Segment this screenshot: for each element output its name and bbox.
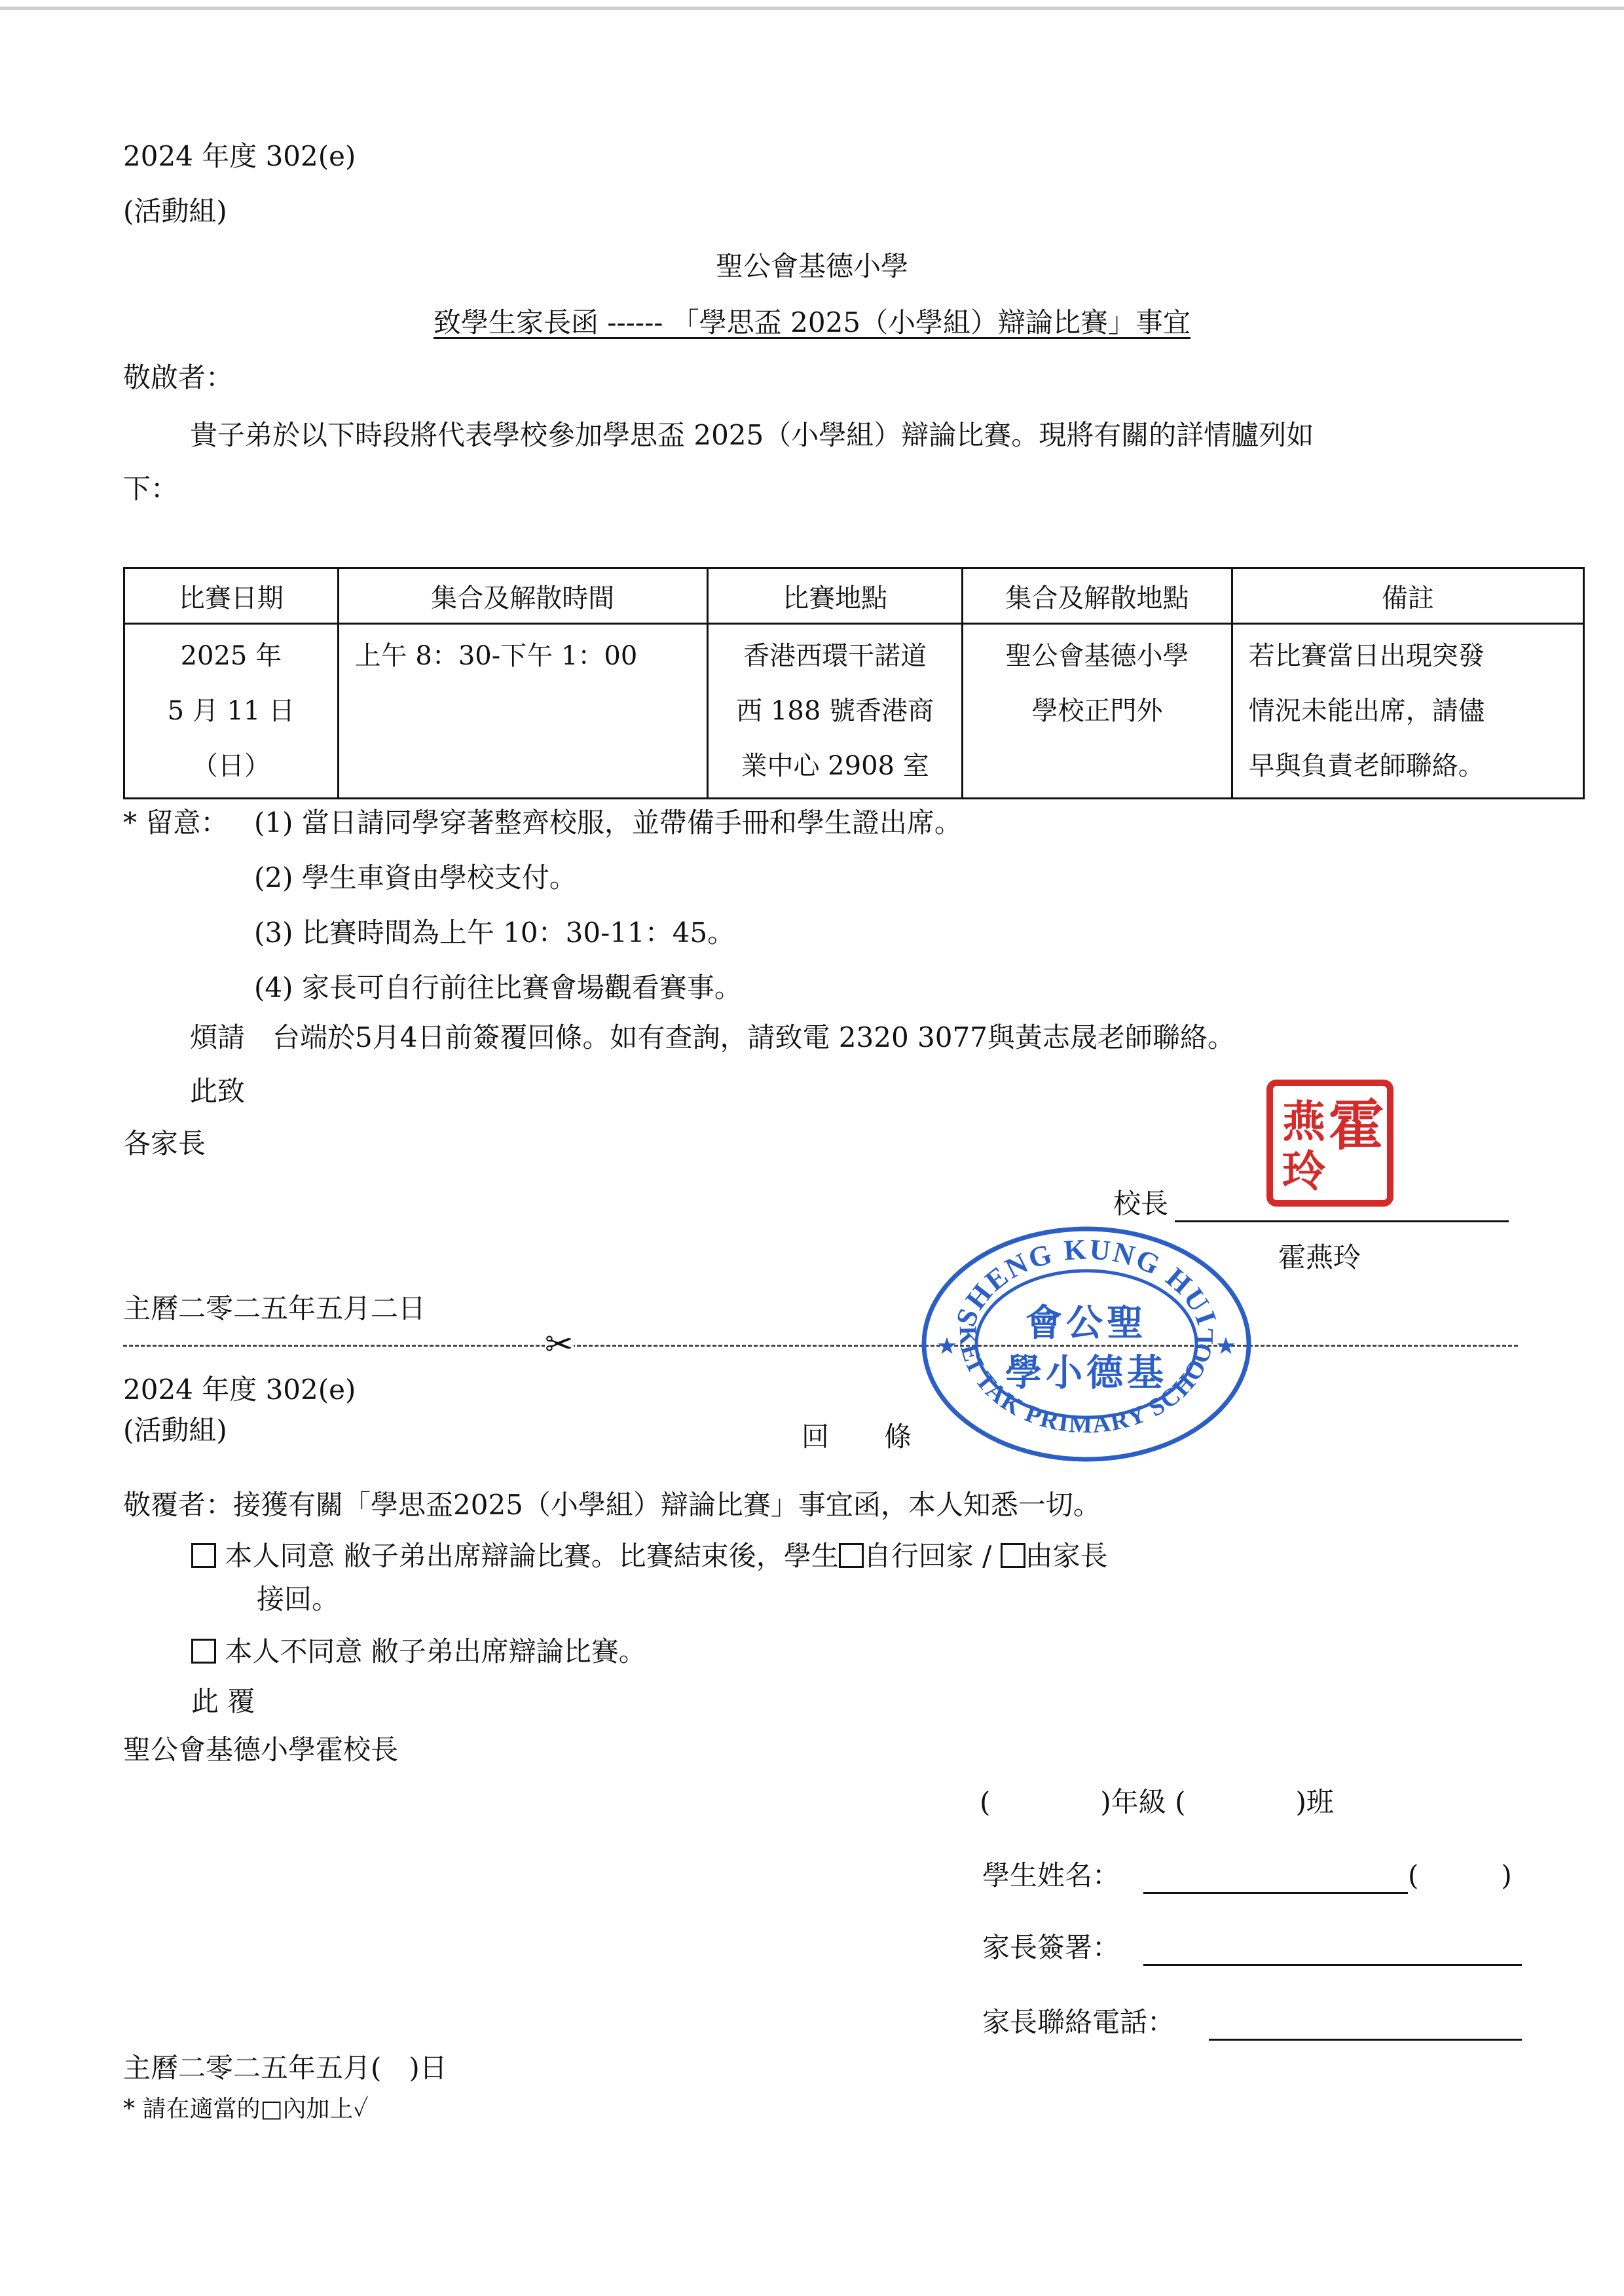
student-number-field[interactable]: ( ) — [1408, 1859, 1512, 1891]
assembly-line: 聖公會基德小學 — [1005, 641, 1189, 671]
cell-remarks — [1232, 624, 1583, 799]
cell-date — [124, 624, 339, 799]
reply-request: 煩請 台端於5月4日前簽覆回條。如有查詢，請致電 2320 3077與黃志晟老師聯絡。 — [190, 1021, 1235, 1053]
reply-closing: 此 覆 — [191, 1685, 255, 1717]
option-agree — [191, 1540, 1108, 1573]
self-return-label: 自行回家 / — [863, 1540, 992, 1572]
letter-title — [0, 306, 1624, 339]
header-assembly: 集合及解散地點 — [963, 568, 1232, 624]
scan-edge — [0, 7, 1624, 10]
time-text: 上午 8：30-下午 1：00 — [354, 641, 638, 671]
option-agree-text: 本人同意 敝子弟出席辯論比賽。比賽結束後，學生 — [225, 1540, 839, 1572]
seal-chinese-top: 會公聖 — [1025, 1302, 1147, 1345]
self-return-checkbox[interactable] — [839, 1543, 864, 1568]
chop-char: 燕 — [1282, 1096, 1325, 1147]
venue-line: 香港西環干諾道 — [743, 641, 927, 671]
date-line: （日） — [191, 751, 270, 781]
principal-signature-line — [1175, 1220, 1509, 1222]
reply-reference-number: 2024 年度 302(e) — [123, 1374, 356, 1406]
option-disagree — [191, 1635, 646, 1668]
cell-venue — [707, 624, 963, 799]
seal-chinese-bottom: 學小德基 — [1005, 1351, 1168, 1394]
salutation: 敬啟者： — [123, 361, 234, 393]
student-name-label: 學生姓名： — [982, 1859, 1120, 1891]
cell-assembly — [963, 624, 1232, 799]
letter-date: 主曆二零二五年五月二日 — [123, 1292, 426, 1324]
agree-checkbox[interactable] — [191, 1543, 216, 1568]
table-header-row — [124, 568, 1584, 624]
seal-star-icon: ★ — [1215, 1333, 1237, 1360]
venue-line: 西 188 號香港商 — [736, 696, 934, 726]
principal-chop-seal — [1266, 1079, 1394, 1207]
parent-pickup-checkbox[interactable] — [1001, 1543, 1025, 1568]
remarks-line: 早與負責老師聯絡。 — [1248, 751, 1485, 781]
parent-pickup-label: 由家長 — [1025, 1540, 1108, 1572]
cell-time — [338, 624, 707, 799]
recipient: 各家長 — [123, 1127, 206, 1159]
chop-char: 玲 — [1282, 1146, 1325, 1197]
parent-phone-field[interactable] — [1209, 2039, 1522, 2041]
header-date: 比賽日期 — [124, 568, 339, 624]
disagree-checkbox[interactable] — [191, 1639, 216, 1664]
reference-number: 2024 年度 302(e) — [123, 140, 356, 172]
closing-phrase: 此致 — [190, 1075, 246, 1107]
footnote: * 請在適當的□內加上✓ — [123, 2096, 369, 2123]
assembly-line: 學校正門外 — [1031, 696, 1163, 726]
note-item: (1) 當日請同學穿著整齊校服，並帶備手冊和學生證出席。 — [254, 807, 962, 839]
principal-label: 校長 — [1113, 1188, 1169, 1220]
student-name-field[interactable] — [1143, 1892, 1408, 1894]
remarks-line: 情況未能出席，請儘 — [1248, 696, 1485, 726]
remarks-line: 若比賽當日出現突發 — [1248, 641, 1485, 671]
parent-signature-field[interactable] — [1143, 1964, 1522, 1966]
notes-prefix: * 留意： — [123, 807, 229, 839]
reply-addressee: 聖公會基德小學霍校長 — [123, 1734, 399, 1766]
date-line: 2025 年 — [180, 641, 282, 671]
header-remarks: 備註 — [1232, 568, 1583, 624]
school-name: 聖公會基德小學 — [715, 250, 908, 282]
reply-title: 回 條 — [802, 1421, 912, 1453]
department: (活動組) — [123, 195, 227, 227]
details-table — [123, 567, 1585, 799]
venue-line: 業中心 2908 室 — [741, 751, 929, 781]
cut-line — [123, 1345, 1518, 1347]
class-field[interactable]: ( )年級 ( )班 — [980, 1786, 1334, 1818]
parent-phone-label: 家長聯絡電話： — [982, 2006, 1175, 2038]
header-venue: 比賽地點 — [707, 568, 963, 624]
seal-star-icon: ★ — [936, 1333, 958, 1360]
seal-english-top: SHENG KUNG HUI — [949, 1233, 1224, 1331]
reply-department: (活動組) — [123, 1414, 227, 1446]
date-line: 5 月 11 日 — [167, 696, 295, 726]
note-item: (3) 比賽時間為上午 10：30-11：45。 — [254, 917, 735, 949]
header-time: 集合及解散時間 — [338, 568, 707, 624]
note-item: (4) 家長可自行前往比賽會場觀看賽事。 — [254, 972, 742, 1004]
intro-paragraph: 貴子弟於以下時段將代表學校參加學思盃 2025（小學組）辯論比賽。現將有關的詳情臚列如 — [190, 419, 1314, 451]
note-item: (2) 學生車資由學校支付。 — [254, 862, 577, 894]
scissors-icon: ✂ — [545, 1325, 574, 1364]
table-row — [124, 624, 1584, 799]
reply-date: 主曆二零二五年五月( )日 — [123, 2052, 447, 2084]
reply-acknowledgement: 敬覆者：接獲有關「學思盃2025（小學組）辯論比賽」事宜函，本人知悉一切。 — [123, 1489, 1101, 1521]
letter-title-text: 致學生家長函 ------ 「學思盃 2025（小學組）辯論比賽」事宜 — [433, 306, 1191, 338]
option-disagree-text: 本人不同意 敝子弟出席辯論比賽。 — [225, 1635, 646, 1667]
seal-english-bottom: KEI TAK PRIMARY SCHOOL — [953, 1325, 1219, 1439]
intro-paragraph-cont: 下： — [123, 473, 179, 505]
option-agree-cont: 接回。 — [257, 1583, 340, 1615]
parent-signature-label: 家長簽署： — [982, 1931, 1120, 1963]
chop-char: 霍 — [1328, 1093, 1384, 1157]
principal-name: 霍燕玲 — [1278, 1241, 1361, 1273]
school-seal — [919, 1223, 1253, 1465]
